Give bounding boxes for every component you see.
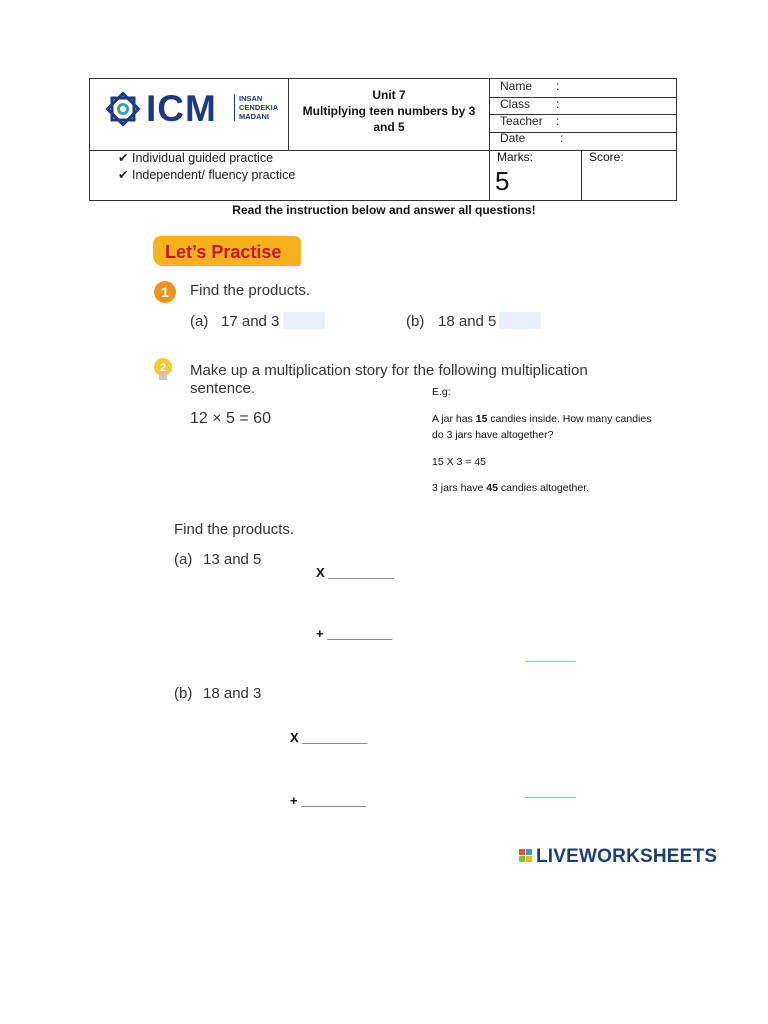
logo-wordmark: ICM: [146, 88, 217, 129]
question-text: Find the products.: [174, 521, 295, 538]
liveworksheets-logo: LIVEWORKSHEETS: [536, 846, 718, 867]
icm-emblem-icon: [104, 90, 142, 128]
check-icon: ✔: [118, 168, 129, 182]
example-label: E.g:: [432, 386, 451, 398]
instruction-text: Read the instruction below and answer all questions!: [232, 203, 536, 217]
divider: [288, 79, 289, 151]
question-number-badge: 1: [154, 281, 176, 303]
name-field-label: Name: [500, 79, 533, 93]
svg-text:2: 2: [159, 362, 167, 374]
add-answer-input[interactable]: + _________: [316, 626, 393, 641]
sub-question-label: (a): [174, 551, 193, 568]
teacher-field-label: Teacher: [500, 114, 543, 128]
check-icon: ✔: [118, 151, 129, 165]
answer-input[interactable]: [499, 312, 541, 329]
unit-subtitle: Multiplying teen numbers by 3: [302, 104, 476, 118]
question-text: Make up a multiplication story for the following multiplication: [190, 362, 588, 379]
name-input[interactable]: [570, 80, 670, 94]
sub-question-text: 18 and 5: [438, 313, 497, 330]
sub-question-label: (b): [406, 313, 425, 330]
marks-label: Marks:: [497, 150, 533, 164]
logo-subtitle: [234, 94, 278, 121]
equation: 12 × 5 = 60: [190, 410, 271, 427]
lightbulb-icon: [151, 357, 175, 383]
name-field-sep: :: [556, 79, 560, 93]
divider: [581, 151, 582, 200]
question-text: Find the products.: [190, 282, 311, 299]
sub-question-text: 13 and 5: [203, 551, 262, 568]
unit-title-block: [290, 87, 488, 135]
logo-sub-line: MADANI: [239, 112, 269, 121]
sub-question-label: (b): [174, 685, 193, 702]
example-line: A jar has 15 candies inside. How many candies: [432, 413, 652, 425]
practice-item: ✔ Individual guided practice: [118, 151, 274, 165]
date-field-sep: :: [560, 131, 564, 145]
practice-item: ✔ Independent/ fluency practice: [118, 168, 296, 182]
add-answer-input[interactable]: + _________: [290, 793, 367, 808]
marks-value: 5: [495, 166, 510, 196]
score-label: Score:: [589, 150, 624, 164]
sub-question-text: 18 and 3: [203, 685, 262, 702]
multiply-answer-input[interactable]: X _________: [290, 730, 368, 745]
answer-underline[interactable]: [526, 661, 576, 662]
liveworksheets-logo-icon: [519, 849, 533, 863]
class-field-sep: :: [556, 97, 560, 111]
date-field-label: Date: [500, 131, 526, 145]
logo-sub-line: CENDEKIA: [239, 103, 279, 112]
answer-input[interactable]: [283, 312, 325, 329]
teacher-input[interactable]: [570, 115, 670, 129]
example-line: do 3 jars have altogether?: [432, 429, 554, 441]
teacher-field-sep: :: [556, 114, 560, 128]
banner-title: Let’s Practise: [165, 242, 282, 262]
class-input[interactable]: [570, 98, 670, 112]
answer-underline[interactable]: [524, 797, 576, 798]
sub-question-text: 17 and 3: [221, 313, 280, 330]
logo-sub-line: INSAN: [239, 94, 263, 103]
date-input[interactable]: [574, 132, 670, 146]
unit-subtitle: and 5: [373, 120, 405, 134]
question-text: sentence.: [190, 380, 256, 397]
sub-question-label: (a): [190, 313, 209, 330]
class-field-label: Class: [500, 97, 531, 111]
example-answer: 3 jars have 45 candies altogether.: [432, 482, 590, 494]
multiply-answer-input[interactable]: X _________: [316, 565, 394, 580]
unit-title: Unit 7: [372, 88, 406, 102]
example-equation: 15 X 3 = 45: [432, 456, 487, 468]
